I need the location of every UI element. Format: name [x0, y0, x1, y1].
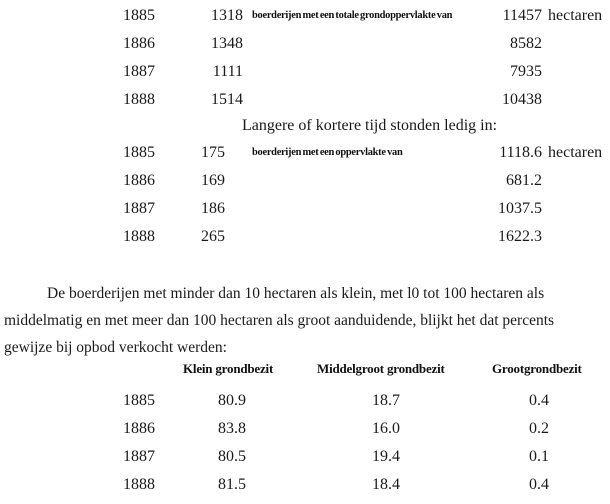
sold-row [0, 34, 610, 54]
total-area-label: boerderijen met een totale grondoppervlakte van [252, 9, 453, 21]
farm-count-value: 169 [201, 172, 225, 189]
year-value: 1885 [123, 392, 155, 409]
hectares-unit-label: hectaren [548, 7, 603, 24]
year-value: 1887 [123, 63, 155, 80]
groot-percentage-value: 0.2 [529, 420, 549, 437]
groot-percentage-value: 0.1 [529, 448, 549, 465]
klein-percentage-value: 83.8 [218, 420, 246, 437]
paragraph-line: gewijze bij opbod verkocht werden: [4, 339, 227, 356]
area-value: 1622.3 [498, 228, 542, 245]
sold-row [0, 6, 610, 26]
year-value: 1887 [123, 448, 155, 465]
groot-percentage-value: 0.4 [529, 476, 549, 493]
year-value: 1886 [123, 35, 155, 52]
middelgroot-percentage-value: 19.4 [372, 448, 400, 465]
paragraph-line: middelmatig en met meer dan 100 hectaren als groot aanduidende, blijkt het dat percents [4, 312, 555, 329]
area-value: 681.2 [506, 172, 542, 189]
farm-count-value: 1514 [211, 91, 243, 108]
area-value: 1037.5 [498, 200, 542, 217]
area-value: 10438 [502, 91, 542, 108]
farm-count-value: 1111 [212, 63, 243, 80]
area-value: 8582 [510, 35, 542, 52]
vacant-row [0, 143, 610, 163]
year-value: 1885 [123, 7, 155, 24]
area-value: 7935 [510, 63, 542, 80]
klein-percentage-value: 80.5 [218, 448, 246, 465]
column-header-grootgrondbezit: Grootgrondbezit [492, 361, 582, 376]
percentage-row [0, 447, 610, 467]
year-value: 1886 [123, 420, 155, 437]
percentage-row [0, 419, 610, 439]
column-header-klein-grondbezit: Klein grondbezit [183, 361, 274, 376]
farm-count-value: 265 [201, 228, 225, 245]
year-value: 1886 [123, 172, 155, 189]
hectares-unit-label: hectaren [548, 144, 603, 161]
year-value: 1887 [123, 200, 155, 217]
year-value: 1888 [123, 91, 155, 108]
vacant-row [0, 199, 610, 219]
paragraph-line: De boerderijen met minder dan 10 hectaren als klein, met l0 tot 100 hectaren als [47, 285, 545, 302]
area-value: 11457 [502, 7, 542, 24]
surface-area-label: boerderijen met een oppervlakte van [252, 146, 403, 158]
year-value: 1888 [123, 228, 155, 245]
groot-percentage-value: 0.4 [529, 392, 549, 409]
percentage-row [0, 391, 610, 411]
vacant-row [0, 171, 610, 191]
middelgroot-percentage-value: 18.4 [372, 476, 400, 493]
farm-count-value: 1348 [211, 35, 243, 52]
farm-count-value: 1318 [211, 7, 243, 24]
klein-percentage-value: 81.5 [218, 476, 246, 493]
year-value: 1888 [123, 476, 155, 493]
sold-row [0, 90, 610, 110]
vacant-row [0, 227, 610, 247]
body-paragraph [4, 280, 606, 361]
farm-count-value: 186 [201, 200, 225, 217]
middelgroot-percentage-value: 18.7 [372, 392, 400, 409]
middelgroot-percentage-value: 16.0 [372, 420, 400, 437]
sold-row [0, 62, 610, 82]
column-header-middelgroot-grondbezit: Middelgroot grondbezit [317, 361, 445, 376]
area-value: 1118.6 [499, 144, 542, 161]
year-value: 1885 [123, 144, 155, 161]
klein-percentage-value: 80.9 [218, 392, 246, 409]
vacant-section-heading: Langere of kortere tijd stonden ledig in: [242, 117, 498, 134]
farm-count-value: 175 [201, 144, 225, 161]
percentage-row [0, 475, 610, 495]
